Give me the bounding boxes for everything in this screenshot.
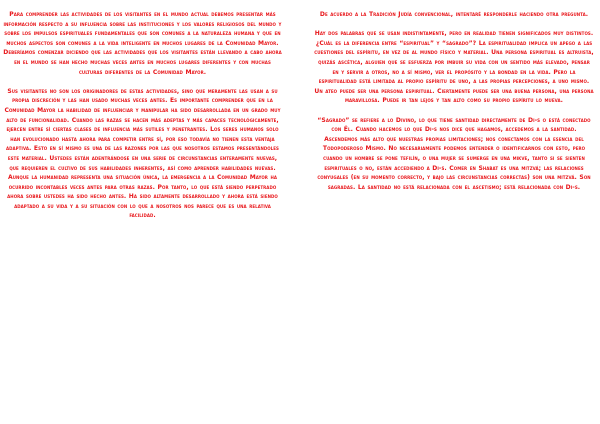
right-page — [314, 10, 594, 202]
left-paragraph-1: Para comprender las actividades de los visitantes en el mundo actual debemos presentar más información respecto a su influencia sobre las instituciones y los valores religiosos del mundo y sobre los impulsos espirituales fundamentales que son comunes a la naturaleza humana y que en muchos aspectos son comunes a la vida inteligente en muchos lugares de la Comunidad Mayor. Deberíamos comenzar diciendo que las actividades que los visitantes están llevando a cabo ahora en el mundo se han hecho muchas veces antes en muchos lugares diferentes y con muchas culturas diferentes de la Comunidad Mayor. — [3, 11, 282, 76]
right-paragraph-1: Hay dos palabras que se usan indistintamente, pero en realidad tienen significados muy distintos. ¿Cuál es la diferencia entre “espiritual” y “sagrado”? La espiritualidad implica un apego a las cuestiones del espíritu, en vez de al mundo físico y material. Una persona espiritual es altruista, quizás ascética, alguien que se esfuerza por imbuir su vida con un sentido más elevado, pensar en y servir a otros, no a sí mismo, ver el propósito y la bondad en la vida. Pero la espiritualidad está limitada al propio espíritu de uno, a las propias percepciones, a uno mismo. Un ateo puede ser una persona espiritual. Ciertamente puede ser una buena persona, una persona maravillosa. Puede ir tan lejos y tan alto como su propio espíritu lo mueva. — [314, 30, 594, 105]
right-paragraph-2: “Sagrado” se refiere a lo Divino, lo que tiene santidad directamente de Di-s o está conectado con Él. Cuando hacemos lo que Di-s nos dice que hagamos, accedemos a la santidad. Ascendemos más alto que nuestras propias limitaciones; nos conectamos con la esencia del Todopoderoso Mismo. No necesariamente podemos entender o identificarnos con esto, pero cuando un hombre se pone tefilín, o una mujer se sumerge en una mikve, tanto si se sienten espirituales o no, están accediendo a Di-s. Comer en Shabat es una mitzvá; las relaciones conyugales (en su momento correcto, y bajo las circunstancias correctas) son una mitzvá. Son sagradas. La santidad no está relacionada con el ascetismo; está relacionada con Di-s. — [317, 116, 591, 191]
left-page — [2, 10, 283, 231]
right-intro: De acuerdo a la Tradición Judía convencional, intentaré responderle haciendo otra pregunta. — [319, 11, 589, 18]
left-paragraph-2: Sus visitantes no son los originadores de estas actividades, sino que meramente las usan a su propia discreción y las han usado muchas veces antes. Es importante comprender que en la Comunidad Mayor la habilidad de influenciar y manipular ha sido desarrollada en un grado muy alto de funcionalidad. Cuando las razas se hacen más adeptas y más capaces tecnológicamente, ejercen entre sí ciertas clases de influencia más sutiles y penetrantes. Los seres humanos solo han evolucionado hasta ahora para competir entre sí, por eso todavía no tienen esta ventaja adaptiva. Esto en sí mismo es una de las razones por las que nosotros estamos presentándoles este material. Ustedes están adentrándose en una serie de circunstancias enteramente nuevas, que requieren el cultivo de sus habilidades inherentes, así como aprender habilidades nuevas. Aunque la humanidad representa una situación única, la emergencia a la Comunidad Mayor ha ocurrido incontables veces antes para otras razas. Por tanto, lo que está siendo perpetrado ahora sobre ustedes ha sido hecho antes. Ha sido altamente desarrollado y ahora está siendo adaptado a su vida y a su situación con lo que a nosotros nos parece que es una relativa facilidad. — [4, 87, 281, 220]
